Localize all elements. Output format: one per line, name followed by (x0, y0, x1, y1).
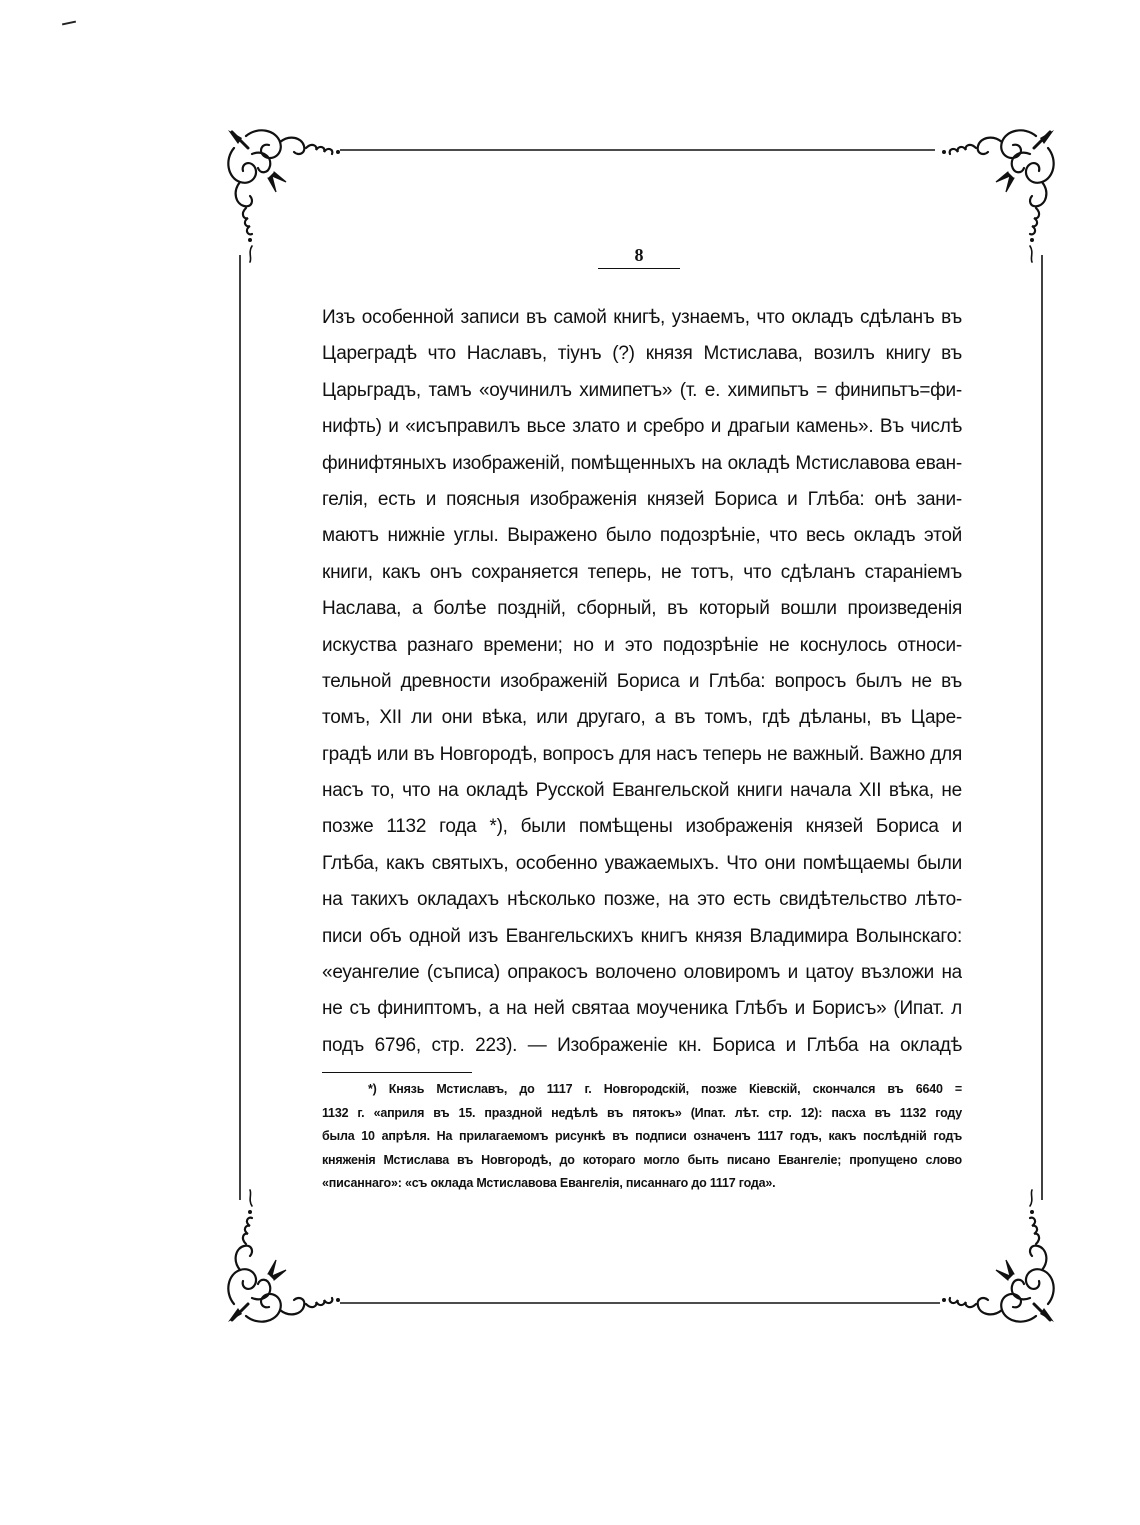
page-number-rule (598, 268, 680, 269)
text-line: Наслава, а болѣе поздній, сборный, въ который вошли произведенія (322, 598, 962, 620)
footnote-line: «писаннаго»: «съ оклада Мстиславова Евангелія, писаннаго до 1117 года». (322, 1176, 776, 1190)
text-line: Глѣба, какъ святыхъ, особенно уважаемыхъ. Что они помѣщаемы были (322, 852, 962, 874)
text-line: искуства разнаго времени; но и это подозрѣніе не коснулось относи- (322, 634, 962, 656)
text-line: позже 1132 года *), были помѣщены изображенія князей Бориса и (322, 816, 962, 838)
text-line: нифть) и «исъправилъ вьсе злато и сребро и драгыи камень». Въ числѣ (322, 416, 962, 438)
text-line: томъ, XII ли они вѣка, или другаго, а въ томъ, гдѣ дѣланы, въ Царе- (322, 707, 962, 729)
footnote-rule (322, 1072, 472, 1073)
text-line: насъ то, что на окладѣ Русской Евангельской книги начала XII вѣка, не (322, 780, 962, 802)
text-line: маютъ нижніе углы. Выражено было подозрѣніе, что весь окладъ этой (322, 525, 962, 547)
corner-ornament-top-right (942, 130, 1054, 262)
footnote (322, 1078, 962, 1196)
corner-ornament-top-left (228, 130, 340, 262)
page-number: 8 (634, 245, 644, 265)
text-line: не съ финиптомъ, а на ней святаа моученика Глѣбъ и Борисъ» (Ипат. л (322, 998, 962, 1020)
text-line: финифтяныхъ изображеній, помѣщенныхъ на окладѣ Мстиславова еван- (322, 452, 962, 474)
text-line: градѣ или въ Новгородѣ, вопросъ для насъ теперь не важный. Важно для (322, 743, 962, 765)
text-line: книги, какъ онъ сохраняется теперь, не тотъ, что сдѣланъ стараніемъ (322, 561, 962, 583)
text-line: Цареградѣ что Наславъ, тіунъ (?) князя Мстислава, возилъ книгу въ (322, 343, 962, 365)
text-line: писи объ одной изъ Евангельскихъ книгъ князя Владимира Волынскаго: (322, 925, 962, 947)
text-line: подъ 6796, стр. 223). — Изображеніе кн. Бориса и Глѣба на окладѣ (322, 1034, 962, 1056)
body-text (322, 300, 962, 1064)
text-line: Изъ особенной записи въ самой книгѣ, узнаемъ, что окладъ сдѣланъ въ (322, 307, 962, 328)
text-line: на такихъ окладахъ нѣсколько позже, на это есть свидѣтельство лѣто- (322, 889, 962, 911)
text-line: Царьградъ, тамъ «оучинилъ химипетъ» (т. е. химипьтъ = финипьтъ=фи- (322, 379, 962, 401)
text-line: тельной древности изображеній Бориса и Глѣба: вопросъ былъ не въ (322, 670, 962, 692)
footnote-line: 1132 г. «априля въ 15. праздной недѣлѣ въ пятокъ» (Ипат. лѣт. стр. 12): пасха въ 1132 году (322, 1105, 962, 1120)
footnote-line: княженія Мстислава въ Новгородѣ, до котораго могло быть писано Евангеліе; пропущено слово (322, 1152, 962, 1167)
text-line: гелія, есть и поясныя изображенія князей Бориса и Глѣба: онѣ зани- (322, 488, 962, 510)
footnote-line: была 10 апрѣля. На прилагаемомъ рисункѣ въ подписи означенъ 1117 годъ, какъ послѣдній годъ (322, 1129, 962, 1143)
footnote-line: *) Князь Мстиславъ, до 1117 г. Новгородскій, позже Кіевскій, скончался въ 6640 = (368, 1082, 962, 1096)
text-line: «еуангелие (съписа) опракосъ волочено оловиромъ и цатоу възложи на (322, 962, 962, 984)
corner-ornament-bottom-left (228, 1190, 340, 1322)
corner-ornament-bottom-right (942, 1190, 1054, 1322)
